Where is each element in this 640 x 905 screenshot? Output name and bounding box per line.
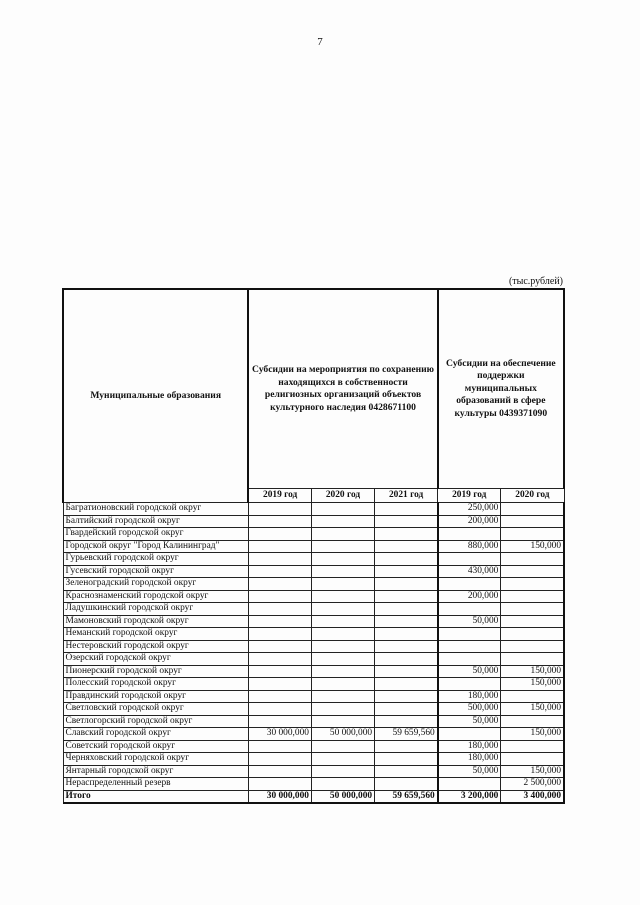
value-cell: 30 000,000 bbox=[248, 728, 311, 741]
value-cell bbox=[438, 578, 501, 591]
value-cell bbox=[248, 778, 311, 791]
value-cell: 150,000 bbox=[501, 765, 564, 778]
value-cell bbox=[375, 615, 438, 628]
table-row bbox=[63, 778, 564, 791]
value-cell bbox=[375, 640, 438, 653]
value-cell bbox=[501, 565, 564, 578]
value-cell bbox=[501, 553, 564, 566]
value-cell bbox=[375, 503, 438, 516]
value-cell bbox=[311, 515, 374, 528]
municipality-name: Светлогорский городской округ bbox=[63, 715, 248, 728]
value-cell bbox=[375, 765, 438, 778]
value-cell bbox=[501, 653, 564, 666]
table-body bbox=[63, 503, 564, 804]
municipality-name: Багратионовский городской округ bbox=[63, 503, 248, 516]
value-cell bbox=[501, 590, 564, 603]
value-cell: 59 659,560 bbox=[375, 790, 438, 803]
value-cell bbox=[311, 578, 374, 591]
value-cell bbox=[375, 715, 438, 728]
units-label: (тыс.рублей) bbox=[508, 276, 563, 287]
value-cell bbox=[248, 615, 311, 628]
municipality-name: Зеленоградский городской округ bbox=[63, 578, 248, 591]
total-row bbox=[63, 790, 564, 803]
value-cell bbox=[375, 690, 438, 703]
table-row bbox=[63, 578, 564, 591]
municipality-name: Гвардейский городской округ bbox=[63, 528, 248, 541]
municipality-name: Пионерский городской округ bbox=[63, 665, 248, 678]
table-row bbox=[63, 765, 564, 778]
value-cell bbox=[375, 753, 438, 766]
value-cell bbox=[375, 703, 438, 716]
total-label: Итого bbox=[63, 790, 248, 803]
value-cell bbox=[248, 590, 311, 603]
table-row bbox=[63, 515, 564, 528]
value-cell bbox=[375, 528, 438, 541]
value-cell bbox=[501, 515, 564, 528]
year-header: 2020 год bbox=[311, 489, 374, 503]
value-cell: 150,000 bbox=[501, 703, 564, 716]
municipality-name: Краснознаменский городской округ bbox=[63, 590, 248, 603]
value-cell bbox=[375, 628, 438, 641]
value-cell bbox=[248, 715, 311, 728]
value-cell: 59 659,560 bbox=[375, 728, 438, 741]
table-row bbox=[63, 590, 564, 603]
value-cell bbox=[438, 728, 501, 741]
value-cell bbox=[248, 690, 311, 703]
value-cell bbox=[375, 653, 438, 666]
table-row bbox=[63, 665, 564, 678]
value-cell bbox=[248, 515, 311, 528]
value-cell bbox=[311, 528, 374, 541]
table-row bbox=[63, 753, 564, 766]
value-cell bbox=[248, 540, 311, 553]
table-row bbox=[63, 653, 564, 666]
value-cell: 3 400,000 bbox=[501, 790, 564, 803]
table-row bbox=[63, 553, 564, 566]
value-cell: 430,000 bbox=[438, 565, 501, 578]
municipality-name: Славский городской округ bbox=[63, 728, 248, 741]
value-cell bbox=[501, 640, 564, 653]
municipality-name: Советский городской округ bbox=[63, 740, 248, 753]
table-row bbox=[63, 640, 564, 653]
value-cell bbox=[311, 703, 374, 716]
value-cell bbox=[248, 528, 311, 541]
municipality-name: Мамоновский городской округ bbox=[63, 615, 248, 628]
table-row bbox=[63, 703, 564, 716]
value-cell: 500,000 bbox=[438, 703, 501, 716]
table-row bbox=[63, 540, 564, 553]
value-cell bbox=[438, 628, 501, 641]
value-cell: 50 000,000 bbox=[311, 790, 374, 803]
value-cell: 880,000 bbox=[438, 540, 501, 553]
value-cell: 180,000 bbox=[438, 690, 501, 703]
year-header: 2019 год bbox=[248, 489, 311, 503]
value-cell: 2 500,000 bbox=[501, 778, 564, 791]
value-cell bbox=[375, 515, 438, 528]
table-row bbox=[63, 528, 564, 541]
value-cell: 150,000 bbox=[501, 540, 564, 553]
value-cell bbox=[501, 690, 564, 703]
value-cell bbox=[438, 778, 501, 791]
value-cell bbox=[248, 603, 311, 616]
value-cell: 180,000 bbox=[438, 753, 501, 766]
value-cell bbox=[311, 653, 374, 666]
value-cell bbox=[311, 590, 374, 603]
value-cell bbox=[501, 615, 564, 628]
value-cell bbox=[501, 715, 564, 728]
municipality-name: Янтарный городской округ bbox=[63, 765, 248, 778]
value-cell bbox=[248, 578, 311, 591]
value-cell bbox=[501, 753, 564, 766]
value-cell bbox=[438, 640, 501, 653]
value-cell bbox=[248, 565, 311, 578]
value-cell bbox=[248, 703, 311, 716]
value-cell bbox=[248, 765, 311, 778]
value-cell bbox=[311, 503, 374, 516]
value-cell bbox=[375, 740, 438, 753]
value-cell bbox=[501, 628, 564, 641]
municipality-name: Гусевский городской округ bbox=[63, 565, 248, 578]
municipality-name: Правдинский городской округ bbox=[63, 690, 248, 703]
group1-header: Субсидии на мероприятия по сохранению находящихся в собственности религиозных организаций объектов культурного наследия 0428671100 bbox=[248, 289, 437, 489]
value-cell bbox=[248, 553, 311, 566]
value-cell bbox=[311, 540, 374, 553]
value-cell bbox=[375, 578, 438, 591]
year-header: 2021 год bbox=[375, 489, 438, 503]
value-cell bbox=[501, 528, 564, 541]
table-row bbox=[63, 565, 564, 578]
table-row bbox=[63, 690, 564, 703]
municipality-name: Ладушкинский городской округ bbox=[63, 603, 248, 616]
value-cell bbox=[311, 603, 374, 616]
value-cell bbox=[438, 653, 501, 666]
value-cell: 30 000,000 bbox=[248, 790, 311, 803]
table-row bbox=[63, 603, 564, 616]
value-cell bbox=[311, 778, 374, 791]
value-cell bbox=[375, 665, 438, 678]
table-row bbox=[63, 678, 564, 691]
value-cell bbox=[375, 603, 438, 616]
value-cell bbox=[248, 753, 311, 766]
value-cell bbox=[248, 740, 311, 753]
value-cell: 150,000 bbox=[501, 678, 564, 691]
value-cell bbox=[438, 603, 501, 616]
municipal-header: Муниципальные образования bbox=[63, 289, 248, 503]
value-cell bbox=[311, 690, 374, 703]
municipality-name: Неманский городской округ bbox=[63, 628, 248, 641]
value-cell bbox=[311, 640, 374, 653]
municipality-name: Балтийский городской округ bbox=[63, 515, 248, 528]
value-cell bbox=[375, 540, 438, 553]
value-cell bbox=[375, 553, 438, 566]
value-cell: 50 000,000 bbox=[311, 728, 374, 741]
value-cell bbox=[311, 665, 374, 678]
table-row bbox=[63, 728, 564, 741]
value-cell bbox=[311, 740, 374, 753]
value-cell: 3 200,000 bbox=[438, 790, 501, 803]
municipality-name: Нераспределенный резерв bbox=[63, 778, 248, 791]
value-cell bbox=[311, 628, 374, 641]
value-cell bbox=[501, 603, 564, 616]
value-cell: 200,000 bbox=[438, 515, 501, 528]
municipality-name: Черняховский городской округ bbox=[63, 753, 248, 766]
value-cell bbox=[375, 778, 438, 791]
value-cell bbox=[501, 740, 564, 753]
municipality-name: Гурьевский городской округ bbox=[63, 553, 248, 566]
value-cell: 50,000 bbox=[438, 715, 501, 728]
value-cell bbox=[311, 565, 374, 578]
value-cell bbox=[311, 753, 374, 766]
value-cell bbox=[375, 590, 438, 603]
value-cell bbox=[375, 678, 438, 691]
group2-header: Субсидии на обеспечение поддержки муниципальных образований в сфере культуры 0439371090 bbox=[438, 289, 564, 489]
municipality-name: Городской округ "Город Калининград" bbox=[63, 540, 248, 553]
municipality-name: Озерский городской округ bbox=[63, 653, 248, 666]
value-cell bbox=[311, 715, 374, 728]
value-cell bbox=[248, 640, 311, 653]
table-row bbox=[63, 503, 564, 516]
year-header: 2020 год bbox=[501, 489, 564, 503]
municipality-name: Светловский городской округ bbox=[63, 703, 248, 716]
value-cell bbox=[311, 553, 374, 566]
subsidy-table bbox=[62, 288, 565, 804]
value-cell: 250,000 bbox=[438, 503, 501, 516]
page-number: 7 bbox=[317, 36, 323, 48]
value-cell bbox=[438, 553, 501, 566]
municipality-name: Нестеровский городской округ bbox=[63, 640, 248, 653]
value-cell: 50,000 bbox=[438, 765, 501, 778]
value-cell bbox=[375, 565, 438, 578]
value-cell bbox=[501, 578, 564, 591]
municipality-name: Полесский городской округ bbox=[63, 678, 248, 691]
value-cell bbox=[311, 765, 374, 778]
value-cell bbox=[248, 665, 311, 678]
value-cell bbox=[311, 615, 374, 628]
value-cell: 150,000 bbox=[501, 665, 564, 678]
value-cell: 200,000 bbox=[438, 590, 501, 603]
value-cell bbox=[248, 653, 311, 666]
table-row bbox=[63, 615, 564, 628]
value-cell bbox=[501, 503, 564, 516]
value-cell: 180,000 bbox=[438, 740, 501, 753]
value-cell: 50,000 bbox=[438, 665, 501, 678]
value-cell bbox=[248, 503, 311, 516]
year-header: 2019 год bbox=[438, 489, 501, 503]
value-cell bbox=[438, 678, 501, 691]
value-cell: 50,000 bbox=[438, 615, 501, 628]
value-cell: 150,000 bbox=[501, 728, 564, 741]
value-cell bbox=[248, 678, 311, 691]
value-cell bbox=[311, 678, 374, 691]
table-row bbox=[63, 628, 564, 641]
value-cell bbox=[248, 628, 311, 641]
value-cell bbox=[438, 528, 501, 541]
table-row bbox=[63, 740, 564, 753]
table-row bbox=[63, 715, 564, 728]
